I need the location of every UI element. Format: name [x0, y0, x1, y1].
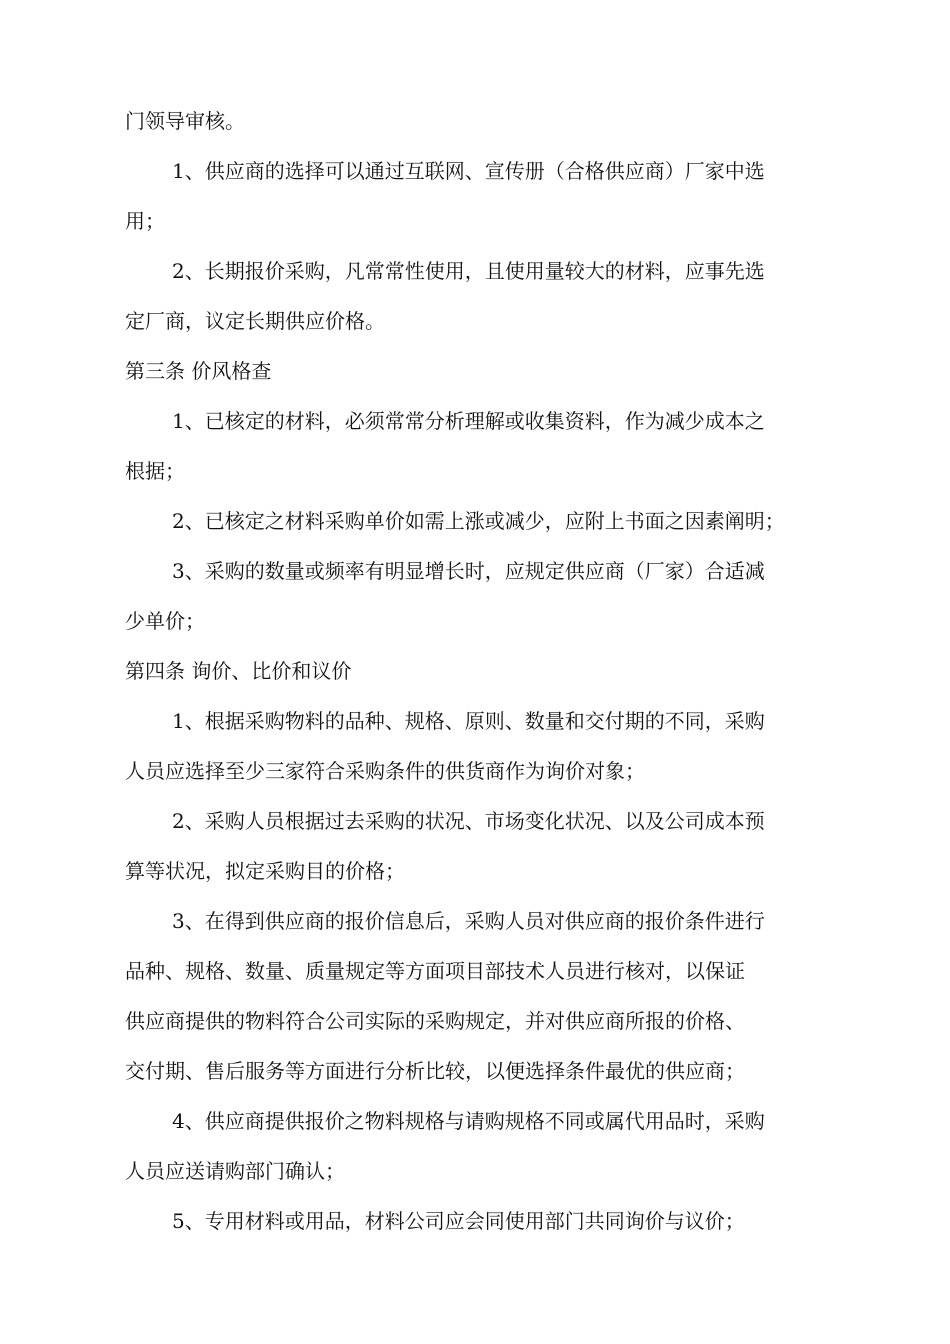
text-line: 人员应送请购部门确认；	[125, 1159, 345, 1183]
text-line: 5、专用材料或用品，材料公司应会同使用部门共同询价与议价；	[172, 1209, 745, 1233]
text-line: 2、长期报价采购，凡常常性使用，且使用量较大的材料，应事先选	[172, 259, 765, 283]
text-line: 1、供应商的选择可以通过互联网、宣传册（合格供应商）厂家中选	[172, 159, 765, 183]
text-line: 定厂商，议定长期供应价格。	[125, 309, 385, 333]
text-line: 少单价；	[125, 609, 205, 633]
text-line: 2、已核定之材料采购单价如需上涨或减少，应附上书面之因素阐明；	[172, 509, 785, 533]
text-line: 品种、规格、数量、质量规定等方面项目部技术人员进行核对，以保证	[125, 959, 745, 983]
text-line: 1、根据采购物料的品种、规格、原则、数量和交付期的不同，采购	[172, 709, 765, 733]
section-heading: 第三条 价风格查	[125, 359, 272, 383]
section-heading: 第四条 询价、比价和议价	[125, 659, 352, 683]
text-line: 根据；	[125, 459, 185, 483]
text-line: 4、供应商提供报价之物料规格与请购规格不同或属代用品时，采购	[172, 1109, 765, 1133]
text-line: 2、采购人员根据过去采购的状况、市场变化状况、以及公司成本预	[172, 809, 765, 833]
text-line: 门领导审核。	[125, 109, 245, 133]
text-line: 人员应选择至少三家符合采购条件的供货商作为询价对象；	[125, 759, 645, 783]
text-line: 算等状况，拟定采购目的价格；	[125, 859, 405, 883]
text-line: 3、采购的数量或频率有明显增长时，应规定供应商（厂家）合适减	[172, 559, 765, 583]
text-line: 3、在得到供应商的报价信息后，采购人员对供应商的报价条件进行	[172, 909, 765, 933]
text-line: 交付期、售后服务等方面进行分析比较，以便选择条件最优的供应商；	[125, 1059, 745, 1083]
text-line: 1、已核定的材料，必须常常分析理解或收集资料，作为减少成本之	[172, 409, 765, 433]
text-line: 用；	[125, 209, 165, 233]
text-line: 供应商提供的物料符合公司实际的采购规定，并对供应商所报的价格、	[125, 1009, 745, 1033]
